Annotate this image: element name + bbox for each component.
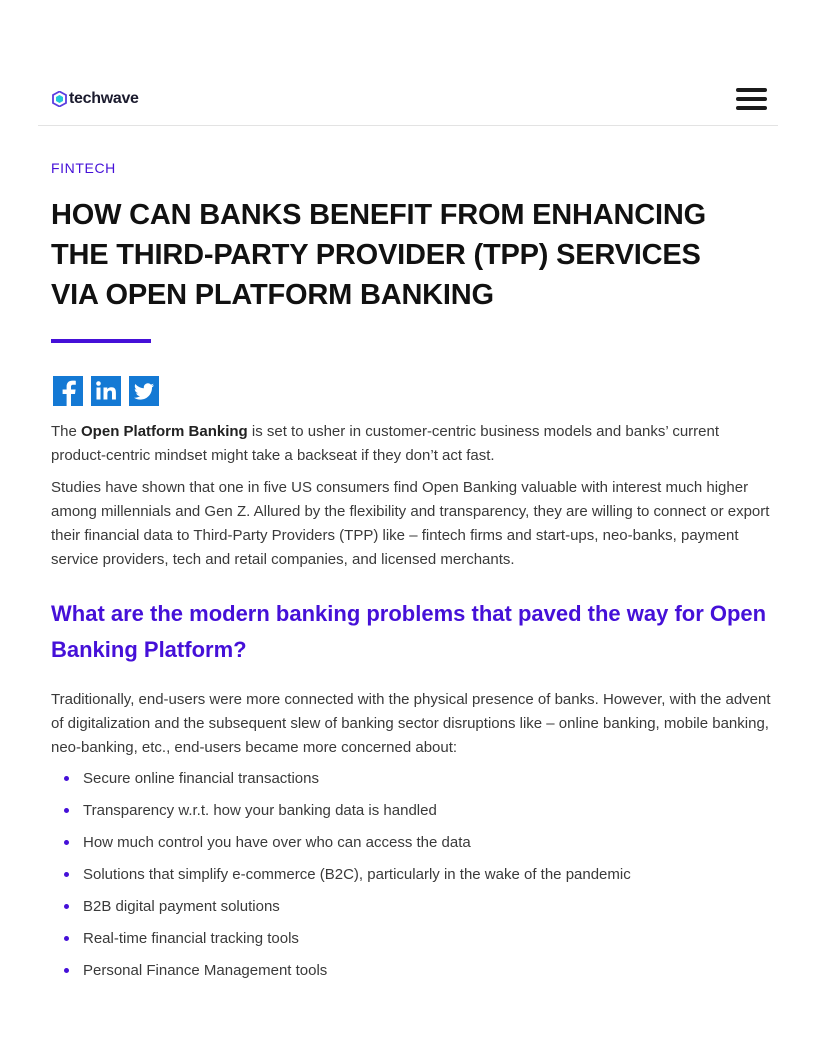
- list-item-text: Solutions that simplify e-commerce (B2C), particularly in the wake of the pandemic: [83, 866, 631, 883]
- facebook-icon: [53, 376, 83, 406]
- body-paragraph: Studies have shown that one in five US consumers find Open Banking valuable with interest much higher among millennials and Gen Z. Allured by the flexibility and transparency, they are willing to connect or export their financial data to Third-Party Providers (TPP) like – fintech firms and start-ups, neo-banks, payment service providers, tech and retail companies, and licensed merchants.: [51, 479, 770, 568]
- hamburger-menu-icon[interactable]: [736, 88, 768, 114]
- list-item-text: Personal Finance Management tools: [83, 962, 328, 979]
- bullet-dot: [64, 776, 69, 781]
- twitter-icon: [129, 376, 159, 406]
- list-item-text: B2B digital payment solutions: [83, 898, 280, 915]
- title-line: THE THIRD-PARTY PROVIDER (TPP) SERVICES: [51, 239, 701, 271]
- linkedin-share-button[interactable]: [91, 376, 121, 406]
- linkedin-icon: [91, 376, 121, 406]
- bullet-dot: [64, 840, 69, 845]
- techwave-logo-icon: [52, 91, 67, 107]
- bullet-dot: [64, 872, 69, 877]
- section-heading: What are the modern banking problems that paved the way for Open Banking Platform?: [51, 601, 767, 662]
- logo-text: techwave: [69, 90, 139, 107]
- article-title: [51, 195, 771, 315]
- list-item: [64, 896, 764, 928]
- facebook-share-button[interactable]: [53, 376, 83, 406]
- bullet-dot: [64, 808, 69, 813]
- list-item: [64, 768, 764, 800]
- title-line: VIA OPEN PLATFORM BANKING: [51, 279, 494, 311]
- title-underline: [51, 339, 151, 343]
- bullet-dot: [64, 904, 69, 909]
- list-item-text: Transparency w.r.t. how your banking data is handled: [83, 802, 437, 819]
- list-item: [64, 928, 764, 960]
- intro-suffix: is set to usher in customer-centric business models and banks’ current product-centric mindset might take a backseat if they don’t act fast.: [51, 423, 720, 464]
- list-item-text: How much control you have over who can access the data: [83, 834, 471, 851]
- list-item: [64, 864, 764, 896]
- list-item: [64, 960, 764, 992]
- list-item: [64, 800, 764, 832]
- bullet-dot: [64, 936, 69, 941]
- list-item-text: Secure online financial transactions: [83, 770, 319, 787]
- list-item-text: Real-time financial tracking tools: [83, 930, 299, 947]
- title-line: HOW CAN BANKS BENEFIT FROM ENHANCING: [51, 199, 706, 231]
- body-paragraph: Traditionally, end-users were more connected with the physical presence of banks. However, with the advent of digitalization and the subsequent slew of banking sector disruptions like – online banking, mobile banking, neo-banking, etc., end-users became more concerned about:: [51, 691, 771, 756]
- logo[interactable]: [52, 90, 139, 108]
- intro-bold: Open Platform Banking: [81, 423, 248, 440]
- intro-paragraph: [51, 420, 771, 468]
- twitter-share-button[interactable]: [129, 376, 159, 406]
- share-buttons: [53, 376, 167, 406]
- list-item: [64, 832, 764, 864]
- concerns-list: [64, 768, 764, 992]
- site-header: [38, 82, 778, 126]
- bullet-dot: [64, 968, 69, 973]
- intro-prefix: The: [51, 423, 82, 440]
- article-category[interactable]: FINTECH: [51, 160, 116, 176]
